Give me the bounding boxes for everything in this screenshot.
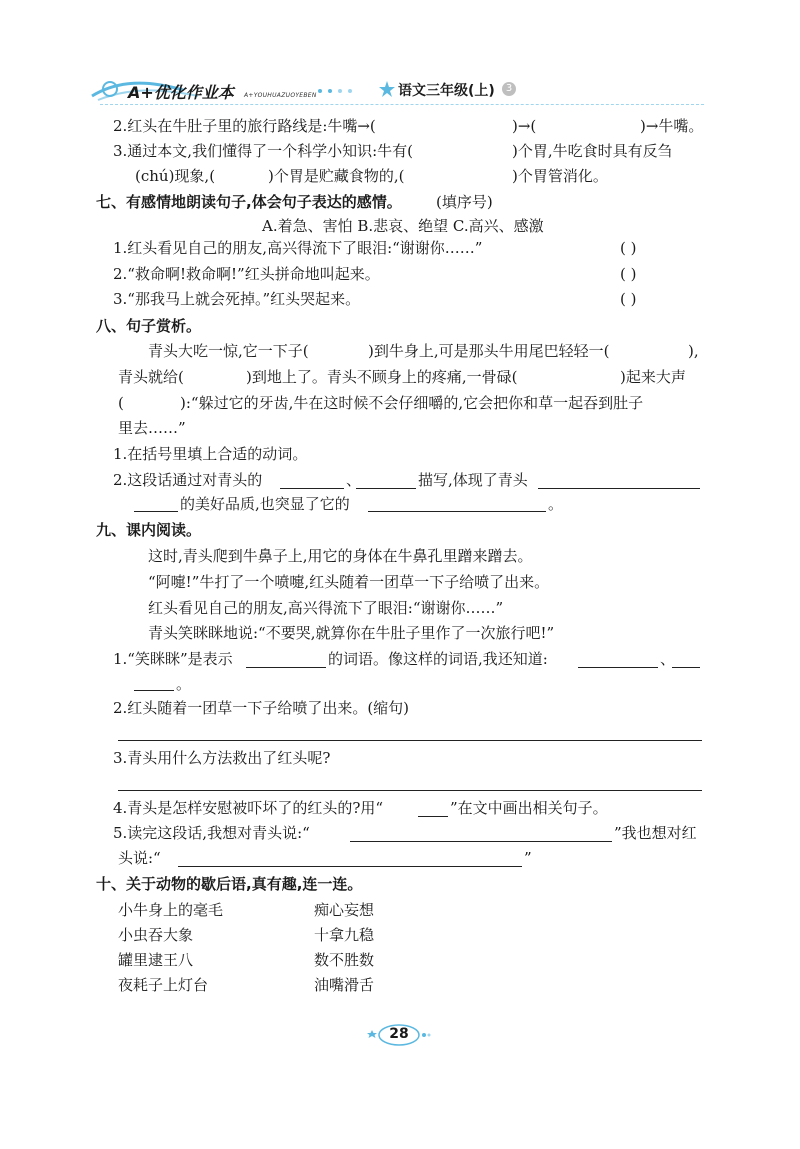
s7-item-2: 2.“救命啊!救命啊!”红头拼命地叫起来。 bbox=[113, 265, 380, 283]
s9-q1-c: 、 bbox=[660, 650, 676, 668]
s8-q1: 1.在括号里填上合适的动词。 bbox=[113, 445, 308, 463]
s8-p2-b: )到地上了。青头不顾身上的疼痛,一骨碌( bbox=[246, 368, 518, 386]
s9-q2: 2.红头随着一团草一下子给喷了出来。(缩句) bbox=[113, 699, 410, 717]
s10-title: 十、关于动物的歇后语,真有趣,连一连。 bbox=[96, 875, 363, 893]
s10-right-1[interactable]: 痴心妄想 bbox=[314, 901, 375, 919]
s8-p2-c: )起来大声 bbox=[620, 368, 686, 386]
s8-blank-1[interactable] bbox=[280, 488, 344, 489]
s8-q2-d: 的美好品质,也突显了它的 bbox=[180, 495, 350, 513]
s9-q4-a: 4.青头是怎样安慰被吓坏了的红头的?用“ bbox=[113, 799, 384, 817]
s8-blank-4[interactable] bbox=[134, 511, 178, 512]
s9-blank-4[interactable] bbox=[134, 690, 174, 691]
s9-q5-blank-1[interactable] bbox=[350, 841, 612, 842]
s7-answer-1[interactable]: ( ) bbox=[620, 239, 637, 257]
s7-answer-2[interactable]: ( ) bbox=[620, 265, 637, 283]
s9-q5-d: ” bbox=[524, 849, 532, 867]
s6-q3-line2-b: )个胃是贮藏食物的,( bbox=[268, 167, 405, 185]
s9-q5-c: 头说:“ bbox=[118, 849, 161, 867]
s6-q2-mid: )→( bbox=[512, 117, 537, 135]
s7-options: A.着急、害怕 B.悲哀、绝望 C.高兴、感激 bbox=[262, 217, 544, 235]
s8-p1-b: )到牛身上,可是那头牛用尾巴轻轻一( bbox=[368, 342, 610, 360]
s9-q5-a: 5.读完这段话,我想对青头说:“ bbox=[113, 824, 310, 842]
s6-q3-line2-a: (chú)现象,( bbox=[135, 167, 216, 185]
s8-p1-a: 青头大吃一惊,它一下子( bbox=[148, 342, 309, 360]
s8-p3-b: ):“躲过它的牙齿,牛在这时候不会仔细嚼的,它会把你和草一起吞到肚子 bbox=[180, 394, 644, 412]
s7-item-1: 1.红头看见自己的朋友,高兴得流下了眼泪:“谢谢你……” bbox=[113, 239, 483, 257]
s9-passage-3: 红头看见自己的朋友,高兴得流下了眼泪:“谢谢你……” bbox=[148, 599, 504, 617]
s10-right-4[interactable]: 油嘴滑舌 bbox=[314, 976, 375, 994]
page-number: 28 bbox=[389, 1026, 409, 1042]
s8-q2-e: 。 bbox=[548, 495, 564, 513]
s9-passage-2: “阿嚏!”牛打了一个喷嚏,红头随着一团草一下子给喷了出来。 bbox=[148, 573, 550, 591]
grade-label: 语文三年级(上) bbox=[398, 83, 495, 99]
grade-badge: 3 bbox=[502, 82, 516, 96]
s9-q1-d: 。 bbox=[176, 675, 192, 693]
s8-p3-a: ( bbox=[118, 394, 124, 412]
s8-q2-a: 2.这段话通过对青头的 bbox=[113, 471, 263, 489]
s8-p2-a: 青头就给( bbox=[118, 368, 184, 386]
s9-q3: 3.青头用什么方法救出了红头呢? bbox=[113, 749, 331, 767]
s7-answer-3[interactable]: ( ) bbox=[620, 290, 637, 308]
s6-q2-prefix: 2.红头在牛肚子里的旅行路线是:牛嘴→( bbox=[113, 117, 376, 135]
s9-q5-b: ”我也想对红 bbox=[614, 824, 697, 842]
s8-blank-5[interactable] bbox=[368, 511, 546, 512]
s7-note: (填序号) bbox=[436, 193, 493, 211]
brand-subtitle: A+YOUHUAZUOYEBEN bbox=[244, 92, 317, 99]
s8-blank-2[interactable] bbox=[356, 488, 416, 489]
s9-blank-3[interactable] bbox=[672, 667, 700, 668]
s10-left-2[interactable]: 小虫吞大象 bbox=[118, 926, 194, 944]
s7-item-3: 3.“那我马上就会死掉。”红头哭起来。 bbox=[113, 290, 361, 308]
s8-p4: 里去……” bbox=[118, 419, 186, 437]
s10-left-4[interactable]: 夜耗子上灯台 bbox=[118, 976, 209, 994]
s9-title: 九、课内阅读。 bbox=[96, 521, 202, 539]
s9-q1-b: 的词语。像这样的词语,我还知道: bbox=[328, 650, 548, 668]
s9-passage-1: 这时,青头爬到牛鼻子上,用它的身体在牛鼻孔里蹭来蹭去。 bbox=[148, 547, 533, 565]
brand-logo: A+优化作业本 bbox=[128, 83, 234, 102]
s6-q3-line2-c: )个胃管消化。 bbox=[512, 167, 608, 185]
s6-q3-line1-b: )个胃,牛吃食时具有反刍 bbox=[512, 142, 673, 160]
s10-left-3[interactable]: 罐里逮王八 bbox=[118, 951, 194, 969]
star-icon bbox=[378, 80, 396, 98]
s10-right-3[interactable]: 数不胜数 bbox=[314, 951, 375, 969]
header-dots-icon bbox=[316, 86, 376, 96]
s9-blank-1[interactable] bbox=[246, 667, 326, 668]
s8-q2-b: 、 bbox=[346, 471, 362, 489]
s6-q3-line1-a: 3.通过本文,我们懂得了一个科学小知识:牛有( bbox=[113, 142, 413, 160]
s8-q2-c: 描写,体现了青头 bbox=[418, 471, 528, 489]
s7-title: 七、有感情地朗读句子,体会句子表达的感情。 bbox=[96, 193, 402, 211]
s9-q5-blank-2[interactable] bbox=[178, 866, 522, 867]
s6-q2-end: )→牛嘴。 bbox=[640, 117, 704, 135]
s8-p1-c: ), bbox=[688, 342, 699, 360]
s9-blank-2[interactable] bbox=[578, 667, 658, 668]
s10-right-2[interactable]: 十拿九稳 bbox=[314, 926, 375, 944]
s8-title: 八、句子赏析。 bbox=[96, 317, 202, 335]
s9-q4-b: ”在文中画出相关句子。 bbox=[450, 799, 608, 817]
s9-passage-4: 青头笑眯眯地说:“不要哭,就算你在牛肚子里作了一次旅行吧!” bbox=[148, 624, 555, 642]
header-divider bbox=[100, 104, 704, 105]
s8-blank-3[interactable] bbox=[538, 488, 700, 489]
s10-left-1[interactable]: 小牛身上的毫毛 bbox=[118, 901, 224, 919]
s9-q3-answer-line[interactable] bbox=[118, 790, 702, 791]
s9-q4-underline-sample bbox=[418, 816, 448, 817]
s9-q2-answer-line[interactable] bbox=[118, 740, 702, 741]
s9-q1-a: 1.“笑眯眯”是表示 bbox=[113, 650, 233, 668]
